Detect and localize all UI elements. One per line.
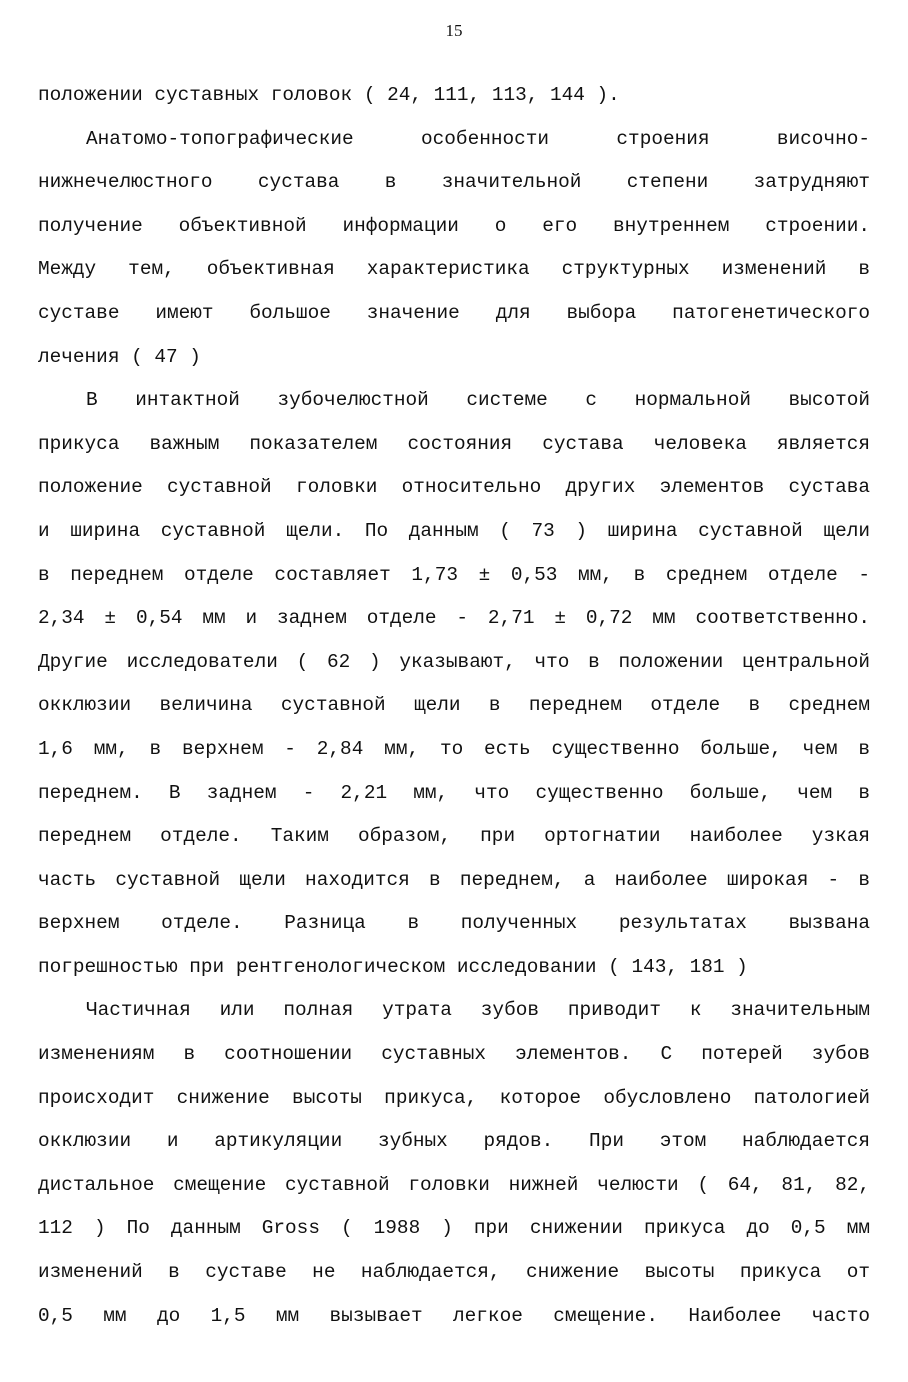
text-line: окклюзии и артикуляции зубных рядов. При этом наблюдается [38, 1130, 870, 1153]
text-line: лечения ( 47 ) [38, 345, 201, 368]
text-line: погрешностью при рентгенологическом исследовании ( 143, 181 ) [38, 955, 748, 978]
page-number: 15 [445, 21, 463, 40]
text-line: 0,5 мм до 1,5 мм вызывает легкое смещение. Наиболее часто [38, 1304, 870, 1327]
text-line: Анатомо-топографические особенности строения височно- [86, 127, 870, 150]
text-line: часть суставной щели находится в переднем, а наиболее широкая - в [38, 868, 870, 891]
text-line: дистальное смещение суставной головки нижней челюсти ( 64, 81, 82, [38, 1173, 870, 1196]
text-line: нижнечелюстного сустава в значительной степени затрудняют [38, 171, 870, 194]
text-line: получение объективной информации о его внутреннем строении. [38, 214, 870, 237]
text-line: в переднем отделе составляет 1,73 ± 0,53 мм, в среднем отделе - [38, 563, 870, 586]
text-line: В интактной зубочелюстной системе с нормальной высотой [86, 389, 870, 412]
text-line: и ширина суставной щели. По данным ( 73 ) ширина суставной щели [38, 519, 870, 542]
body-text [38, 78, 870, 1342]
text-line: изменениям в соотношении суставных элементов. С потерей зубов [38, 1043, 870, 1066]
text-line: происходит снижение высоты прикуса, которое обусловлено патологией [38, 1086, 870, 1109]
text-line: окклюзии величина суставной щели в переднем отделе в среднем [38, 694, 870, 717]
text-line: переднем отделе. Таким образом, при ортогнатии наиболее узкая [38, 825, 870, 848]
text-line: изменений в суставе не наблюдается, снижение высоты прикуса от [38, 1261, 870, 1284]
text-line: Другие исследователи ( 62 ) указывают, что в положении центральной [38, 650, 870, 673]
text-line: Частичная или полная утрата зубов приводит к значительным [86, 999, 870, 1022]
text-line: положение суставной головки относительно других элементов сустава [38, 476, 870, 499]
text-line: прикуса важным показателем состояния сустава человека является [38, 432, 870, 455]
text-line: переднем. В заднем - 2,21 мм, что существенно больше, чем в [38, 781, 870, 804]
text-line: 1,6 мм, в верхнем - 2,84 мм, то есть существенно больше, чем в [38, 737, 870, 760]
text-line: 112 ) По данным Gross ( 1988 ) при снижении прикуса до 0,5 мм [38, 1217, 870, 1240]
text-line: положении суставных головок ( 24, 111, 113, 144 ). [38, 84, 620, 106]
text-line: верхнем отделе. Разница в полученных результатах вызвана [38, 912, 870, 935]
text-line: 2,34 ± 0,54 мм и заднем отделе - 2,71 ± 0,72 мм соответственно. [38, 607, 870, 630]
text-line: Между тем, объективная характеристика структурных изменений в [38, 258, 870, 281]
text-line: суставе имеют большое значение для выбора патогенетического [38, 301, 870, 324]
